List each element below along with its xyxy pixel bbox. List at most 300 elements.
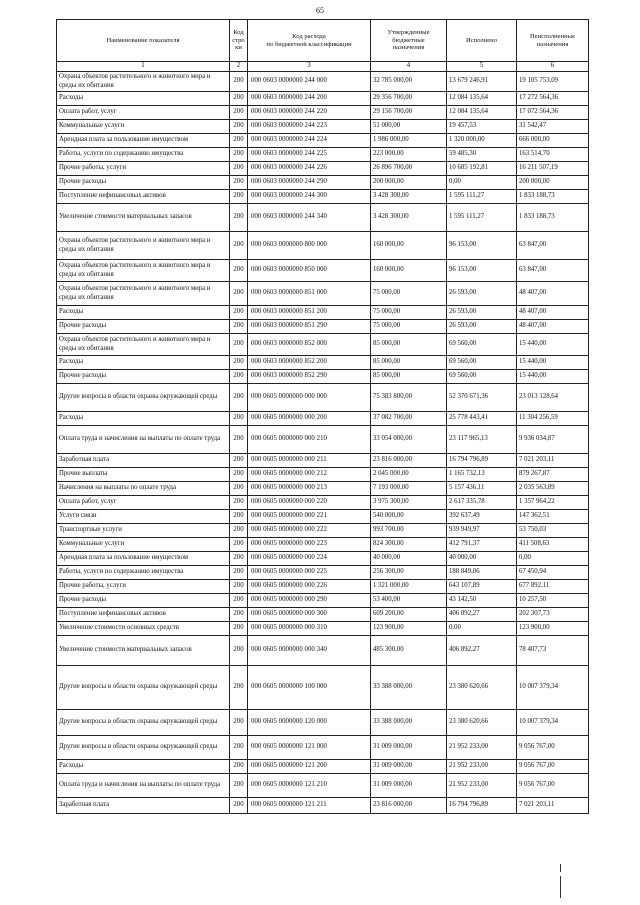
row-unexecuted-cell: 10 257,50 <box>517 594 589 608</box>
table-row <box>57 162 589 176</box>
row-name-cell: Прочие расходы <box>57 370 230 384</box>
row-name-cell: Оплата работ, услуг <box>57 496 230 510</box>
row-unexecuted-cell: 16 211 507,19 <box>517 162 589 176</box>
row-unexecuted-cell: 123 900,00 <box>517 622 589 636</box>
row-name-cell: Другие вопросы в области охраны окружающей среды <box>57 666 230 710</box>
row-approved-cell: 223 000,00 <box>371 148 447 162</box>
row-approved-cell: 32 785 000,00 <box>371 72 447 92</box>
table-row <box>57 282 589 306</box>
row-kbk-cell: 000 0603 0000000 244 224 <box>248 134 371 148</box>
row-approved-cell: 256 300,00 <box>371 566 447 580</box>
row-executed-cell: 1 595 111,27 <box>447 190 517 204</box>
row-executed-cell: 96 153,00 <box>447 232 517 260</box>
column-header-kbk: Код расхода по бюджетной классификации <box>248 20 371 62</box>
row-approved-cell: 1 986 000,00 <box>371 134 447 148</box>
row-code-cell: 200 <box>230 496 248 510</box>
row-code-cell: 200 <box>230 774 248 798</box>
row-unexecuted-cell: 666 000,00 <box>517 134 589 148</box>
table-row <box>57 666 589 710</box>
row-name-cell: Оплата труда и начисления на выплаты по оплате труда <box>57 426 230 454</box>
row-name-cell: Расходы <box>57 412 230 426</box>
row-executed-cell: 43 142,50 <box>447 594 517 608</box>
row-kbk-cell: 000 0605 0000000 121 211 <box>248 798 371 814</box>
row-approved-cell: 200 000,00 <box>371 176 447 190</box>
row-code-cell: 200 <box>230 204 248 232</box>
row-unexecuted-cell: 15 440,00 <box>517 334 589 356</box>
row-kbk-cell: 000 0603 0000000 800 000 <box>248 232 371 260</box>
row-name-cell: Заработная плата <box>57 798 230 814</box>
row-name-cell: Прочие расходы <box>57 176 230 190</box>
row-unexecuted-cell: 17 272 564,36 <box>517 92 589 106</box>
row-unexecuted-cell: 677 892,11 <box>517 580 589 594</box>
row-code-cell: 200 <box>230 120 248 134</box>
table-row <box>57 426 589 454</box>
column-number: 6 <box>517 62 589 72</box>
row-name-cell: Прочие работы, услуги <box>57 162 230 176</box>
table-row <box>57 608 589 622</box>
row-code-cell: 200 <box>230 798 248 814</box>
row-executed-cell: 26 593,00 <box>447 320 517 334</box>
row-unexecuted-cell: 11 304 256,59 <box>517 412 589 426</box>
table-row <box>57 232 589 260</box>
table-row <box>57 412 589 426</box>
row-code-cell: 200 <box>230 580 248 594</box>
row-approved-cell: 40 000,00 <box>371 552 447 566</box>
row-unexecuted-cell: 0,00 <box>517 552 589 566</box>
row-unexecuted-cell: 9 056 767,00 <box>517 774 589 798</box>
column-header-approved: Утвержденные бюджетные назначения <box>371 20 447 62</box>
row-approved-cell: 31 009 000,00 <box>371 774 447 798</box>
margin-marks <box>560 864 562 900</box>
row-code-cell: 200 <box>230 636 248 666</box>
row-code-cell: 200 <box>230 162 248 176</box>
row-unexecuted-cell: 7 021 203,11 <box>517 454 589 468</box>
row-approved-cell: 85 000,00 <box>371 370 447 384</box>
row-unexecuted-cell: 19 105 753,09 <box>517 72 589 92</box>
row-kbk-cell: 000 0603 0000000 851 000 <box>248 282 371 306</box>
row-approved-cell: 7 193 000,00 <box>371 482 447 496</box>
row-kbk-cell: 000 0605 0000000 121 210 <box>248 774 371 798</box>
row-unexecuted-cell: 1 833 188,73 <box>517 190 589 204</box>
row-name-cell: Охрана объектов растительного и животного мира и среды их обитания <box>57 72 230 92</box>
row-code-cell: 200 <box>230 356 248 370</box>
row-executed-cell: 392 637,49 <box>447 510 517 524</box>
row-approved-cell: 31 009 000,00 <box>371 760 447 774</box>
row-executed-cell: 23 380 620,66 <box>447 710 517 736</box>
row-name-cell: Прочие выплаты <box>57 468 230 482</box>
column-number: 1 <box>57 62 230 72</box>
table-row <box>57 468 589 482</box>
row-name-cell: Расходы <box>57 760 230 774</box>
header-row <box>57 20 589 62</box>
row-executed-cell: 21 952 233,00 <box>447 774 517 798</box>
row-code-cell: 200 <box>230 426 248 454</box>
row-approved-cell: 123 900,00 <box>371 622 447 636</box>
row-kbk-cell: 000 0605 0000000 000 221 <box>248 510 371 524</box>
table-row <box>57 566 589 580</box>
row-code-cell: 200 <box>230 190 248 204</box>
row-approved-cell: 23 816 000,00 <box>371 454 447 468</box>
row-kbk-cell: 000 0603 0000000 244 200 <box>248 92 371 106</box>
row-code-cell: 200 <box>230 384 248 412</box>
row-approved-cell: 23 816 000,00 <box>371 798 447 814</box>
row-executed-cell: 5 157 436,11 <box>447 482 517 496</box>
column-number: 2 <box>230 62 248 72</box>
row-approved-cell: 85 000,00 <box>371 334 447 356</box>
row-kbk-cell: 000 0603 0000000 851 200 <box>248 306 371 320</box>
row-unexecuted-cell: 200 000,00 <box>517 176 589 190</box>
table-row <box>57 580 589 594</box>
row-kbk-cell: 000 0603 0000000 851 290 <box>248 320 371 334</box>
row-kbk-cell: 000 0605 0000000 000 223 <box>248 538 371 552</box>
row-executed-cell: 10 685 192,81 <box>447 162 517 176</box>
row-name-cell: Начисления на выплаты по оплате труда <box>57 482 230 496</box>
row-name-cell: Увеличение стоимости основных средств <box>57 622 230 636</box>
row-executed-cell: 406 892,27 <box>447 608 517 622</box>
table-row <box>57 356 589 370</box>
row-name-cell: Расходы <box>57 92 230 106</box>
row-kbk-cell: 000 0605 0000000 121 200 <box>248 760 371 774</box>
row-unexecuted-cell: 78 407,73 <box>517 636 589 666</box>
row-name-cell: Поступление нефинансовых активов <box>57 608 230 622</box>
row-executed-cell: 19 457,53 <box>447 120 517 134</box>
row-code-cell: 200 <box>230 176 248 190</box>
row-name-cell: Арендная плата за пользование имуществом <box>57 134 230 148</box>
row-unexecuted-cell: 23 013 128,64 <box>517 384 589 412</box>
row-unexecuted-cell: 15 440,00 <box>517 356 589 370</box>
row-code-cell: 200 <box>230 72 248 92</box>
row-name-cell: Оплата труда и начисления на выплаты по оплате труда <box>57 774 230 798</box>
row-executed-cell: 1 165 732,13 <box>447 468 517 482</box>
row-code-cell: 200 <box>230 594 248 608</box>
row-kbk-cell: 000 0603 0000000 850 000 <box>248 260 371 282</box>
table-row <box>57 148 589 162</box>
row-kbk-cell: 000 0603 0000000 244 225 <box>248 148 371 162</box>
row-unexecuted-cell: 9 936 034,87 <box>517 426 589 454</box>
row-kbk-cell: 000 0605 0000000 000 300 <box>248 608 371 622</box>
table-row <box>57 120 589 134</box>
row-approved-cell: 31 009 000,00 <box>371 736 447 760</box>
row-kbk-cell: 000 0603 0000000 852 290 <box>248 370 371 384</box>
row-unexecuted-cell: 1 357 964,22 <box>517 496 589 510</box>
row-executed-cell: 59 485,30 <box>447 148 517 162</box>
row-kbk-cell: 000 0605 0000000 000 212 <box>248 468 371 482</box>
row-kbk-cell: 000 0605 0000000 000 226 <box>248 580 371 594</box>
table-row <box>57 538 589 552</box>
row-name-cell: Оплата работ, услуг <box>57 106 230 120</box>
row-name-cell: Увеличение стоимости материальных запасов <box>57 204 230 232</box>
row-kbk-cell: 000 0605 0000000 120 000 <box>248 710 371 736</box>
row-unexecuted-cell: 63 847,00 <box>517 232 589 260</box>
row-approved-cell: 29 356 700,00 <box>371 92 447 106</box>
row-approved-cell: 3 975 300,00 <box>371 496 447 510</box>
row-name-cell: Охрана объектов растительного и животного мира и среды их обитания <box>57 232 230 260</box>
table-row <box>57 454 589 468</box>
row-executed-cell: 406 892,27 <box>447 636 517 666</box>
row-executed-cell: 1 595 111,27 <box>447 204 517 232</box>
row-executed-cell: 12 084 135,64 <box>447 92 517 106</box>
row-name-cell: Расходы <box>57 306 230 320</box>
row-executed-cell: 412 791,37 <box>447 538 517 552</box>
row-name-cell: Транспортные услуги <box>57 524 230 538</box>
row-code-cell: 200 <box>230 468 248 482</box>
table-body <box>57 72 589 814</box>
table-row <box>57 320 589 334</box>
row-kbk-cell: 000 0603 0000000 852 200 <box>248 356 371 370</box>
row-executed-cell: 69 560,00 <box>447 334 517 356</box>
row-executed-cell: 23 117 965,13 <box>447 426 517 454</box>
row-executed-cell: 2 617 335,78 <box>447 496 517 510</box>
row-code-cell: 200 <box>230 566 248 580</box>
row-kbk-cell: 000 0603 0000000 244 223 <box>248 120 371 134</box>
row-approved-cell: 33 388 000,00 <box>371 666 447 710</box>
table-row <box>57 204 589 232</box>
row-approved-cell: 33 388 000,00 <box>371 710 447 736</box>
table-row <box>57 710 589 736</box>
row-kbk-cell: 000 0605 0000000 000 224 <box>248 552 371 566</box>
row-code-cell: 200 <box>230 334 248 356</box>
row-unexecuted-cell: 48 407,00 <box>517 282 589 306</box>
row-code-cell: 200 <box>230 282 248 306</box>
row-kbk-cell: 000 0605 0000000 000 340 <box>248 636 371 666</box>
row-name-cell: Услуги связи <box>57 510 230 524</box>
table-row <box>57 72 589 92</box>
table-row <box>57 106 589 120</box>
row-approved-cell: 75 383 800,00 <box>371 384 447 412</box>
row-executed-cell: 643 107,89 <box>447 580 517 594</box>
table-row <box>57 306 589 320</box>
row-unexecuted-cell: 411 508,63 <box>517 538 589 552</box>
row-executed-cell: 69 560,00 <box>447 370 517 384</box>
row-name-cell: Прочие работы, услуги <box>57 580 230 594</box>
row-executed-cell: 0,00 <box>447 622 517 636</box>
row-executed-cell: 188 849,06 <box>447 566 517 580</box>
row-kbk-cell: 000 0603 0000000 244 340 <box>248 204 371 232</box>
row-executed-cell: 52 370 671,36 <box>447 384 517 412</box>
table-row <box>57 370 589 384</box>
row-code-cell: 200 <box>230 666 248 710</box>
row-code-cell: 200 <box>230 454 248 468</box>
table-row <box>57 482 589 496</box>
row-name-cell: Арендная плата за пользование имуществом <box>57 552 230 566</box>
row-name-cell: Работы, услуги по содержанию имущества <box>57 566 230 580</box>
row-code-cell: 200 <box>230 232 248 260</box>
row-kbk-cell: 000 0605 0000000 000 310 <box>248 622 371 636</box>
row-name-cell: Работы, услуги по содержанию имущества <box>57 148 230 162</box>
row-name-cell: Увеличение стоимости материальных запасов <box>57 636 230 666</box>
row-executed-cell: 939 949,97 <box>447 524 517 538</box>
column-number: 5 <box>447 62 517 72</box>
row-unexecuted-cell: 163 514,70 <box>517 148 589 162</box>
row-code-cell: 200 <box>230 608 248 622</box>
row-approved-cell: 540 000,00 <box>371 510 447 524</box>
row-kbk-cell: 000 0605 0000000 000 225 <box>248 566 371 580</box>
row-approved-cell: 3 428 300,00 <box>371 204 447 232</box>
table-row <box>57 798 589 814</box>
column-header-code: Код стро ки <box>230 20 248 62</box>
row-name-cell: Прочие расходы <box>57 320 230 334</box>
row-executed-cell: 21 952 233,00 <box>447 736 517 760</box>
table-row <box>57 260 589 282</box>
row-unexecuted-cell: 48 407,00 <box>517 320 589 334</box>
row-code-cell: 200 <box>230 482 248 496</box>
row-approved-cell: 993 700,00 <box>371 524 447 538</box>
row-name-cell: Другие вопросы в области охраны окружающей среды <box>57 710 230 736</box>
column-header-name: Наименование показателя <box>57 20 230 62</box>
row-approved-cell: 75 000,00 <box>371 282 447 306</box>
row-code-cell: 200 <box>230 260 248 282</box>
row-unexecuted-cell: 202 307,73 <box>517 608 589 622</box>
column-number-row <box>57 62 589 72</box>
row-approved-cell: 609 200,00 <box>371 608 447 622</box>
row-unexecuted-cell: 1 833 188,73 <box>517 204 589 232</box>
row-code-cell: 200 <box>230 134 248 148</box>
page-number: 65 <box>316 6 324 15</box>
row-kbk-cell: 000 0603 0000000 852 000 <box>248 334 371 356</box>
row-name-cell: Коммунальные услуги <box>57 120 230 134</box>
row-kbk-cell: 000 0605 0000000 000 211 <box>248 454 371 468</box>
row-code-cell: 200 <box>230 306 248 320</box>
row-name-cell: Поступление нефинансовых активов <box>57 190 230 204</box>
row-name-cell: Охрана объектов растительного и животного мира и среды их обитания <box>57 260 230 282</box>
row-kbk-cell: 000 0603 0000000 244 220 <box>248 106 371 120</box>
row-approved-cell: 160 000,00 <box>371 260 447 282</box>
table-row <box>57 774 589 798</box>
row-name-cell: Коммунальные услуги <box>57 538 230 552</box>
row-kbk-cell: 000 0603 0000000 244 300 <box>248 190 371 204</box>
row-kbk-cell: 000 0605 0000000 000 210 <box>248 426 371 454</box>
row-unexecuted-cell: 10 007 379,34 <box>517 710 589 736</box>
row-kbk-cell: 000 0605 0000000 000 220 <box>248 496 371 510</box>
row-executed-cell: 16 794 796,89 <box>447 454 517 468</box>
row-approved-cell: 29 156 700,00 <box>371 106 447 120</box>
row-unexecuted-cell: 7 021 203,11 <box>517 798 589 814</box>
table-row <box>57 334 589 356</box>
row-code-cell: 200 <box>230 538 248 552</box>
row-approved-cell: 824 300,00 <box>371 538 447 552</box>
table-row <box>57 134 589 148</box>
row-unexecuted-cell: 53 750,03 <box>517 524 589 538</box>
row-approved-cell: 26 896 700,00 <box>371 162 447 176</box>
column-number: 4 <box>371 62 447 72</box>
table-row <box>57 496 589 510</box>
table-row <box>57 190 589 204</box>
row-name-cell: Прочие расходы <box>57 594 230 608</box>
row-approved-cell: 3 428 300,00 <box>371 190 447 204</box>
row-approved-cell: 485 300,00 <box>371 636 447 666</box>
row-code-cell: 200 <box>230 320 248 334</box>
row-unexecuted-cell: 9 056 767,00 <box>517 736 589 760</box>
table-row <box>57 510 589 524</box>
row-executed-cell: 26 593,00 <box>447 282 517 306</box>
row-kbk-cell: 000 0605 0000000 000 000 <box>248 384 371 412</box>
row-approved-cell: 2 045 000,00 <box>371 468 447 482</box>
row-unexecuted-cell: 48 407,00 <box>517 306 589 320</box>
table-row <box>57 636 589 666</box>
row-approved-cell: 75 000,00 <box>371 306 447 320</box>
row-code-cell: 200 <box>230 412 248 426</box>
table-row <box>57 594 589 608</box>
row-name-cell: Охрана объектов растительного и животного мира и среды их обитания <box>57 282 230 306</box>
row-unexecuted-cell: 15 440,00 <box>517 370 589 384</box>
row-kbk-cell: 000 0605 0000000 000 200 <box>248 412 371 426</box>
row-kbk-cell: 000 0603 0000000 244 000 <box>248 72 371 92</box>
row-code-cell: 200 <box>230 760 248 774</box>
row-code-cell: 200 <box>230 736 248 760</box>
budget-execution-table <box>56 19 589 814</box>
row-code-cell: 200 <box>230 710 248 736</box>
row-name-cell: Другие вопросы в области охраны окружающей среды <box>57 384 230 412</box>
row-approved-cell: 85 000,00 <box>371 356 447 370</box>
row-executed-cell: 0,00 <box>447 176 517 190</box>
row-kbk-cell: 000 0605 0000000 000 290 <box>248 594 371 608</box>
row-unexecuted-cell: 879 267,87 <box>517 468 589 482</box>
row-approved-cell: 51 000,00 <box>371 120 447 134</box>
row-executed-cell: 12 084 135,64 <box>447 106 517 120</box>
row-unexecuted-cell: 31 542,47 <box>517 120 589 134</box>
table-row <box>57 552 589 566</box>
row-unexecuted-cell: 63 847,00 <box>517 260 589 282</box>
row-executed-cell: 40 000,00 <box>447 552 517 566</box>
row-executed-cell: 23 380 620,66 <box>447 666 517 710</box>
row-code-cell: 200 <box>230 92 248 106</box>
row-code-cell: 200 <box>230 370 248 384</box>
row-unexecuted-cell: 10 007 379,34 <box>517 666 589 710</box>
row-code-cell: 200 <box>230 622 248 636</box>
row-name-cell: Заработная плата <box>57 454 230 468</box>
table-row <box>57 92 589 106</box>
row-approved-cell: 53 400,00 <box>371 594 447 608</box>
row-executed-cell: 26 593,00 <box>447 306 517 320</box>
row-approved-cell: 75 000,00 <box>371 320 447 334</box>
row-executed-cell: 13 679 246,91 <box>447 72 517 92</box>
row-unexecuted-cell: 9 056 767,00 <box>517 760 589 774</box>
table-row <box>57 524 589 538</box>
column-header-executed: Исполнено <box>447 20 517 62</box>
row-code-cell: 200 <box>230 510 248 524</box>
row-kbk-cell: 000 0605 0000000 100 000 <box>248 666 371 710</box>
row-code-cell: 200 <box>230 148 248 162</box>
row-unexecuted-cell: 17 072 564,36 <box>517 106 589 120</box>
row-executed-cell: 1 320 000,00 <box>447 134 517 148</box>
row-unexecuted-cell: 67 450,94 <box>517 566 589 580</box>
row-kbk-cell: 000 0605 0000000 000 213 <box>248 482 371 496</box>
table-row <box>57 176 589 190</box>
row-kbk-cell: 000 0605 0000000 121 000 <box>248 736 371 760</box>
table-row <box>57 736 589 760</box>
row-executed-cell: 69 560,00 <box>447 356 517 370</box>
row-name-cell: Другие вопросы в области охраны окружающей среды <box>57 736 230 760</box>
row-executed-cell: 25 778 443,41 <box>447 412 517 426</box>
row-code-cell: 200 <box>230 524 248 538</box>
row-approved-cell: 1 321 000,00 <box>371 580 447 594</box>
row-approved-cell: 160 000,00 <box>371 232 447 260</box>
row-kbk-cell: 000 0603 0000000 244 290 <box>248 176 371 190</box>
row-executed-cell: 21 952 233,00 <box>447 760 517 774</box>
row-executed-cell: 96 153,00 <box>447 260 517 282</box>
row-unexecuted-cell: 147 362,51 <box>517 510 589 524</box>
row-name-cell: Расходы <box>57 356 230 370</box>
row-executed-cell: 16 794 796,89 <box>447 798 517 814</box>
row-code-cell: 200 <box>230 106 248 120</box>
row-kbk-cell: 000 0605 0000000 000 222 <box>248 524 371 538</box>
row-code-cell: 200 <box>230 552 248 566</box>
row-approved-cell: 37 082 700,00 <box>371 412 447 426</box>
row-name-cell: Охрана объектов растительного и животного мира и среды их обитания <box>57 334 230 356</box>
row-unexecuted-cell: 2 035 563,89 <box>517 482 589 496</box>
row-approved-cell: 33 054 000,00 <box>371 426 447 454</box>
column-header-unexecuted: Неисполненные назначения <box>517 20 589 62</box>
